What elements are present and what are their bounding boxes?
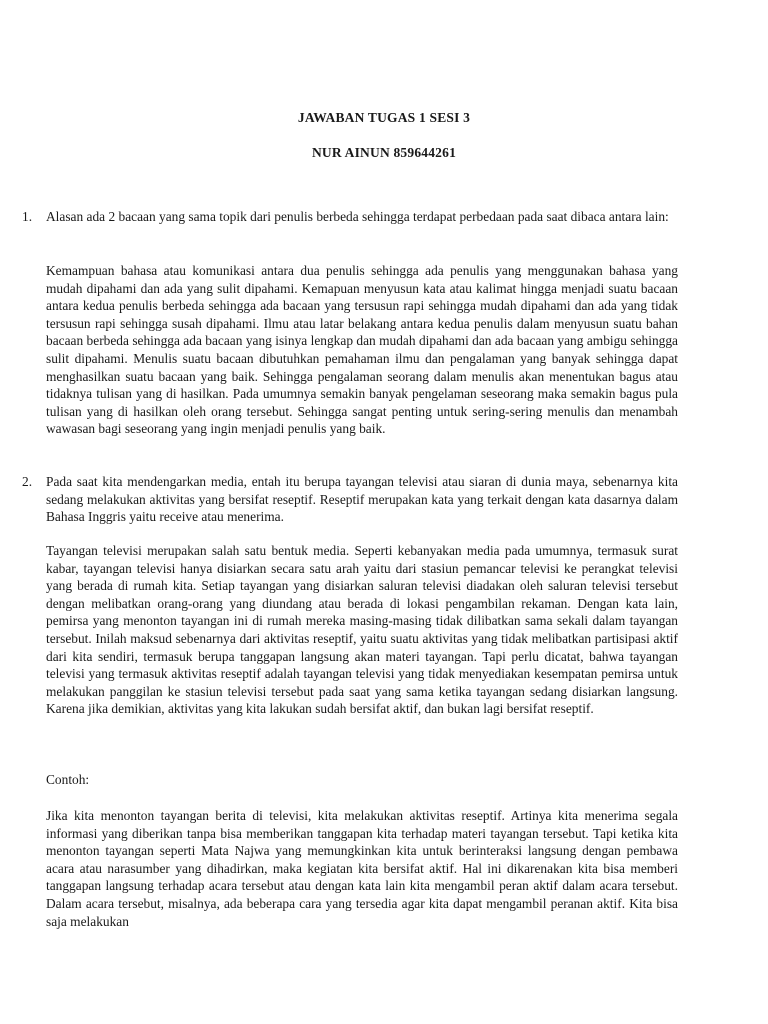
author-line: NUR AINUN 859644261	[311, 145, 457, 160]
item-1-intro: Alasan ada 2 bacaan yang sama topik dari penulis berbeda sehingga terdapat perbedaan pada saat dibaca antara lain:	[46, 209, 669, 224]
document-title: JAWABAN TUGAS 1 SESI 3	[297, 110, 471, 125]
item-1-body: Kemampuan bahasa atau komunikasi antara dua penulis sehingga ada penulis yang menggunakan bahasa yang mudah dipahami dan ada yang sulit dipahami. Kemapuan menyusun kata atau kalimat hingga menjadi suatu bacaan antara kedua penulis berbeda sehingga ada bacaan yang tersusun rapi sehingga mudah dipahami dan ada yang tidak tersusun rapi sehingga susah dipahami. Ilmu atau latar belakang antara kedua penulis dalam menyusun suatu bahan bacaan berbeda sehingga ada bacaan yang isinya lengkap dan mudah dipahami dan ada bacaan yang ambigu sehingga sulit dipahami. Menulis suatu bacaan dibutuhkan pemahaman ilmu dan pengalaman yang banyak sehingga dapat menghasilkan suatu bacaan yang baik. Sehingga pengalaman seorang dalam menulis akan menentukan bagus atau tidaknya tulisan yang di hasilkan. Pada umumnya semakin banyak pengelaman seseorang maka semakin bagus pula tulisan yang di hasilkan oleh orang tersebut. Sehingga sangat penting untuk sering-sering menulis dan menambah wawasan bagi seseorang yang ingin menjadi penulis yang baik.	[46, 263, 678, 437]
item-2-body: Tayangan televisi merupakan salah satu bentuk media. Seperti kebanyakan media pada umumnya, termasuk surat kabar, tayangan televisi hanya disiarkan secara satu arah yaitu dari stasiun pemancar televisi ke perangkat televisi yang berada di rumah kita. Setiap tayangan yang disiarkan saluran televisi diadakan oleh saluran televisi tersebut dengan melibatkan orang-orang yang diundang atau berada di lokasi pengambilan rekaman. Dengan kata lain, pemirsa yang menonton tayangan ini di rumah mereka masing-masing tidak dilibatkan sama sekali dalam tayangan tersebut. Inilah maksud sebenarnya dari aktivitas reseptif, yaitu suatu aktivitas yang tidak melibatkan partisipasi aktif dari kita sendiri, termasuk berupa tanggapan langsung akan materi tayangan. Tapi perlu dicatat, bahwa tayangan televisi yang termasuk aktivitas reseptif adalah tayangan televisi yang tidak menyediakan kesempatan pemirsa untuk melakukan panggilan ke stasiun televisi tersebut pada saat yang sama ketika tayangan sedang disiarkan langsung. Karena jika demikian, aktivitas yang kita lakukan sudah bersifat aktif, dan bukan lagi bersifat reseptif.	[46, 543, 678, 717]
item-2-number: 2.	[22, 474, 33, 489]
item-1-number: 1.	[22, 209, 33, 224]
item-2-intro: Pada saat kita mendengarkan media, entah itu berupa tayangan televisi atau siaran di dunia maya, sebenarnya kita sedang melakukan aktivitas yang bersifat reseptif. Reseptif merupakan kata yang terkait dengan kata dasarnya dalam Bahasa Inggris yaitu receive atau menerima.	[46, 474, 678, 525]
item-2-example-label: Contoh:	[46, 772, 90, 787]
item-2-example: Jika kita menonton tayangan berita di televisi, kita melakukan aktivitas reseptif. Artinya kita menerima segala informasi yang diberikan tanpa bisa memberikan tanggapan kita terhadap materi tayangan tersebut. Tapi ketika kita menonton tayangan seperti Mata Najwa yang memungkinkan kita untuk berinteraksi langsung dengan pembawa acara atau narasumber yang dihadirkan, maka kegiatan kita bersifat aktif. Hal ini dikarenakan kita bisa memberi tanggapan langsung terhadap acara tersebut atau dengan kata lain kita mengambil peran aktif dalam acara tersebut. Dalam acara tersebut, misalnya, ada beberapa cara yang tersedia agar kita dapat mengambil peranan aktif. Kita bisa saja melakukan	[46, 808, 678, 929]
